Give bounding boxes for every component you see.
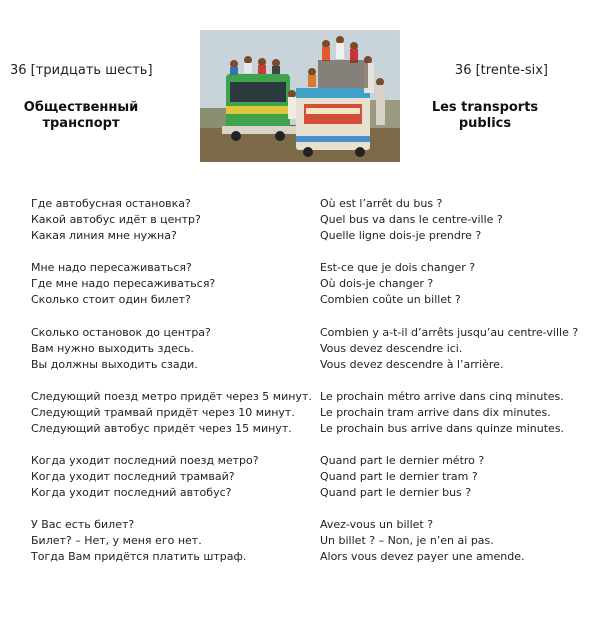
phrase-ru: Следующий автобус придёт через 15 минут. [31, 421, 292, 435]
phrase-fr: Quand part le dernier métro ? [320, 454, 485, 468]
phrase-fr: Où est l’arrêt du bus ? [320, 197, 443, 210]
phrase-fr: Vous devez descendre à l’arrière. [320, 357, 504, 371]
lesson-title-ru-line: Общественный [23, 100, 139, 115]
phrase-fr: Combien y a-t-il d’arrêts jusqu’au centre-ville ? [320, 325, 579, 339]
phrase-group [31, 325, 312, 373]
phrase-fr: Un billet ? – Non, je n’en ai pas. [320, 534, 494, 548]
phrase-ru: Вы должны выходить сзади. [31, 357, 198, 371]
bus-photo [200, 30, 400, 162]
phrase-ru: Когда уходит последний трамвай? [31, 470, 235, 484]
phrase-ru: Где автобусная остановка? [31, 197, 191, 210]
phrase-group [320, 196, 578, 244]
phrase-ru: Вам нужно выходить здесь. [31, 341, 194, 355]
lesson-title-ru-line: транспорт [42, 116, 120, 131]
phrase-group [320, 325, 578, 373]
phrase-group [320, 260, 578, 308]
phrase-fr: Avez-vous un billet ? [320, 518, 434, 532]
russian-column [31, 196, 312, 582]
phrase-fr: Vous devez descendre ici. [320, 341, 463, 355]
phrase-group [31, 389, 312, 437]
french-column [320, 196, 578, 582]
phrase-fr: Alors vous devez payer une amende. [320, 550, 525, 564]
phrase-fr: Quelle ligne dois-je prendre ? [320, 229, 482, 242]
phrase-fr: Quand part le dernier tram ? [320, 470, 478, 484]
phrase-ru: У Вас есть билет? [31, 518, 135, 532]
lesson-title-fr-line: Les transports [431, 100, 539, 115]
lesson-title-ru [6, 100, 156, 132]
phrase-ru: Сколько остановок до центра? [31, 325, 211, 339]
phrase-group [31, 196, 312, 244]
phrase-ru: Билет? – Нет, у меня его нет. [31, 534, 202, 548]
phrase-group [31, 260, 312, 308]
lesson-title-fr-line: publics [458, 116, 512, 131]
phrase-fr: Quel bus va dans le centre-ville ? [320, 213, 503, 226]
phrase-ru: Сколько стоит один билет? [31, 293, 191, 307]
phrase-fr: Quand part le dernier bus ? [320, 486, 472, 500]
lesson-number-ru: 36 [тридцать шесть] [10, 63, 153, 78]
phrase-fr: Le prochain métro arrive dans cinq minutes. [320, 389, 564, 403]
phrase-ru: Какой автобус идёт в центр? [31, 213, 201, 226]
phrase-group [320, 517, 578, 565]
phrase-ru: Мне надо пересаживаться? [31, 261, 192, 275]
phrase-ru: Где мне надо пересаживаться? [31, 277, 216, 291]
phrase-ru: Какая линия мне нужна? [31, 229, 177, 242]
lesson-number-fr: 36 [trente-six] [454, 63, 548, 78]
phrase-ru: Следующий поезд метро придёт через 5 минут. [31, 389, 312, 403]
phrase-fr: Le prochain tram arrive dans dix minutes. [320, 405, 551, 419]
phrase-ru: Тогда Вам придётся платить штраф. [31, 550, 247, 564]
phrase-group [320, 453, 578, 501]
phrase-group [31, 453, 312, 501]
phrase-group [320, 389, 578, 437]
phrase-fr: Est-ce que je dois changer ? [320, 261, 476, 275]
lesson-title-fr [410, 100, 560, 132]
phrase-ru: Когда уходит последний автобус? [31, 486, 232, 500]
phrase-group [31, 517, 312, 565]
bus-photo-icon [200, 30, 400, 162]
phrase-fr: Où dois-je changer ? [320, 277, 434, 291]
phrase-fr: Le prochain bus arrive dans quinze minutes. [320, 421, 565, 435]
phrase-ru: Следующий трамвай придёт через 10 минут. [31, 405, 295, 419]
phrase-fr: Combien coûte un billet ? [320, 293, 461, 307]
phrase-ru: Когда уходит последний поезд метро? [31, 454, 259, 468]
